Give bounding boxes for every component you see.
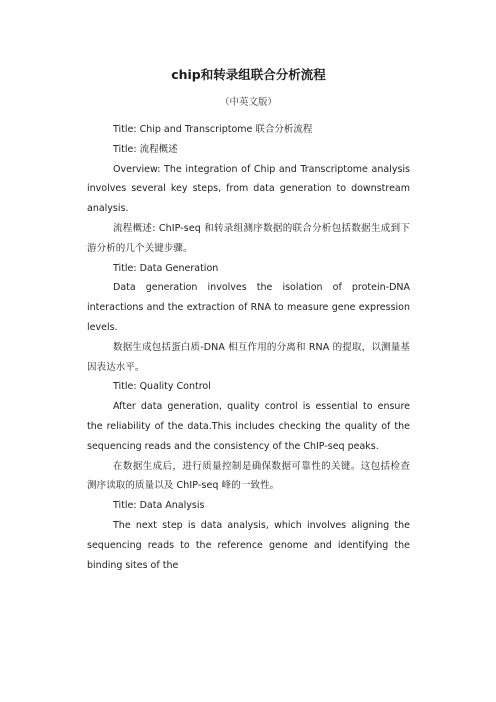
paragraph-title-quality-control: Title: Quality Control [113,381,211,393]
paragraph-title-overview: Title: 流程概述 [113,143,178,155]
paragraph-overview-cn: 流程概述: ChIP-seq 和转录组测序数据的联合分析包括数据生成到下游分析的几个关键步骤。 [87,222,410,254]
paragraph-data-generation-cn: 数据生成包括蛋白质-DNA 相互作用的分离和 RNA 的提取，以测量基因表达水平。 [87,341,410,373]
paragraph-quality-control-en: After data generation, quality control is essential to ensure the reliability of the data.This includes checking the quality of the sequencing reads and the consistency of the ChIP-seq peaks. [87,401,410,452]
paragraph-data-analysis-en: The next step is data analysis, which involves aligning the sequencing reads to the reference genome and identifying the binding sites of the [87,519,410,571]
document-subtitle: （中英文版） [219,97,277,108]
document-body [87,120,410,575]
document-title: chip和转录组联合分析流程 [171,67,326,82]
paragraph-title-main: Title: Chip and Transcriptome 联合分析流程 [113,124,313,135]
paragraph-data-generation-en: Data generation involves the isolation of protein-DNA interactions and the extraction of RNA to measure gene expression levels. [87,282,410,333]
paragraph-title-data-generation: Title: Data Generation [113,262,219,274]
paragraph-quality-control-cn: 在数据生成后，进行质量控制是确保数据可靠性的关键。这包括检查测序读取的质量以及 ChIP-seq 峰的一致性。 [87,460,410,492]
paragraph-title-data-analysis: Title: Data Analysis [113,500,205,512]
paragraph-overview-en: Overview: The integration of Chip and Transcriptome analysis involves several key steps, from data generation to downstream analysis. [87,163,410,215]
